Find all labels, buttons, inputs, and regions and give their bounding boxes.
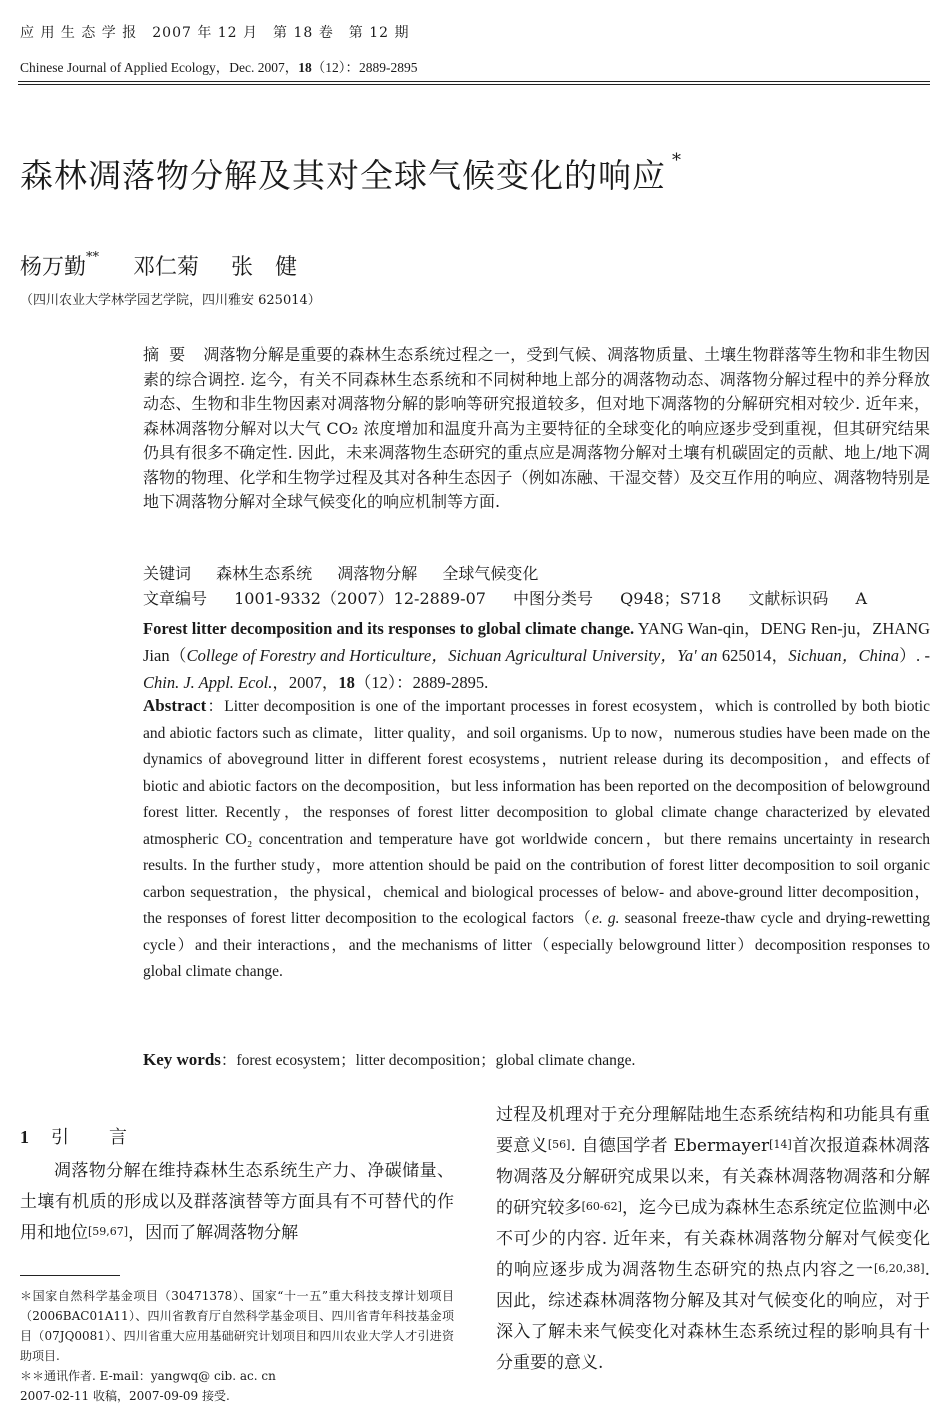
english-cite-prefix: ）. <box>898 646 925 665</box>
title-footnote-mark: * <box>672 150 682 171</box>
footnotes <box>20 1286 454 1406</box>
english-citation <box>143 615 930 696</box>
keywords-en-text: ：forest ecosystem；litter decomposition；global climate change. <box>220 1052 636 1069</box>
journal-header-en-prefix: Chinese Journal of Applied Ecology，Dec. 2007， <box>20 60 299 75</box>
keyword-cn-3: 全球气候变化 <box>442 564 539 583</box>
affiliation: （四川农业大学林学园艺学院，四川雅安 625014） <box>20 293 321 308</box>
body-right-text-1: 过程及机理对于充分理解陆地生态系统结构和功能具有重要意义 <box>496 1105 930 1156</box>
citation-marker: [6,20,38] <box>874 1262 925 1275</box>
article-metadata <box>143 586 867 609</box>
clc-label: 中图分类号 <box>513 589 594 608</box>
abstract-cn <box>143 343 930 515</box>
abstract-en-text-2: seasonal freeze-thaw cycle and drying-rewetting cycle）and their interactions，and the mechanisms of litter（especially belowground litter）decomposition responses to global climate change. <box>143 910 930 980</box>
english-affiliation: College of Forestry and Horticulture，Sichuan Agricultural University，Ya' an <box>186 646 718 665</box>
article-no-label: 文章编号 <box>143 589 208 608</box>
abstract-cn-text: 凋落物分解是重要的森林生态系统过程之一，受到气候、凋落物质量、土壤生物群落等生物和非生物因素的综合调控. 迄今，有关不同森林生态系统和不同树种地上部分的凋落物动态、凋落物分解过程中的养分释放动态、生物和非生物因素对凋落物分解的影响等研究报道较多，但对地下凋落物的分解研究相对较少. 近年来，森林凋落物分解对以大气 CO₂ 浓度增加和温度升高为主要特征的全球变化的响应逐步受到重视，但其研究结果仍具有很多不确定性. 因此，未来凋落物生态研究的重点应是凋落物分解对土壤有机碳固定的贡献、地上/地下凋落物的物理、化学和生物学过程及其对各种生态因子（例如冻融、干湿交替）及交互作用的响应、凋落物特别是地下凋落物分解对全球气候变化的响应机制等方面. <box>143 345 930 511</box>
english-title: Forest litter decomposition and its responses to global climate change. <box>143 619 635 638</box>
body-left-text-1: 凋落物分解在维持森林生态系统生产力、净碳储量、土壤有机质的形成以及群落演替等方面具有不可替代的作用和地位 <box>20 1161 454 1243</box>
keyword-cn-2: 凋落物分解 <box>337 564 418 583</box>
abstract-en-label: Abstract <box>143 696 207 715</box>
clc-code: Q948；S718 <box>620 589 722 608</box>
footnote-dates: 2007-02-11 收稿，2007-09-09 接受. <box>20 1389 230 1403</box>
doc-code-label: 文献标识码 <box>748 589 829 608</box>
article-title <box>20 150 682 197</box>
header-rule-2 <box>18 84 930 85</box>
section-heading <box>20 1123 167 1149</box>
journal-header-en-volume: 18 <box>298 60 312 75</box>
body-right-text-3: 首次报道森林凋落物凋落及分解研究成果以来，有关森林凋落物凋落和分解的研究较多 <box>496 1136 930 1218</box>
english-place: Sichuan，China <box>788 646 899 665</box>
keywords-cn-label: 关键词 <box>143 564 192 583</box>
article-title-text: 森林凋落物分解及其对全球气候变化的响应 <box>20 156 666 195</box>
header-rule <box>18 81 930 82</box>
citation-marker: [60-62] <box>581 1200 622 1213</box>
article-no: 1001-9332（2007）12-2889-07 <box>234 589 486 608</box>
english-authors: YANG Wan-qin，DENG Ren-ju，ZHANG Jian（ <box>143 619 930 665</box>
keywords-en-label: Key words <box>143 1050 221 1069</box>
english-cite-volume: 18 <box>338 673 355 692</box>
citation-marker: [56] <box>547 1138 571 1151</box>
english-cite-pages: （12）：2889-2895. <box>354 673 489 692</box>
keyword-cn-1: 森林生态系统 <box>216 564 313 583</box>
section-title: 引言 <box>51 1127 167 1148</box>
footnote-rule <box>20 1275 120 1276</box>
citation-marker: [59,67] <box>88 1225 129 1238</box>
body-right-text-2: . 自德国学者 Ebermayer <box>570 1136 770 1156</box>
section-number: 1 <box>20 1127 29 1147</box>
keywords-en <box>143 1048 930 1070</box>
author-1: 杨万勤 <box>20 255 87 280</box>
body-left-text-2: ，因而了解凋落物分解 <box>128 1223 299 1243</box>
footnote-funding: ＊国家自然科学基金项目（30471378）、国家“十一五”重大科技支撑计划项目（2006BAC01A11）、四川省教育厅自然科学基金项目、四川省青年科技基金项目（07JQ0081）、四川省重大应用基础研究计划项目和四川农业大学人才引进资助项目. <box>20 1289 454 1363</box>
journal-header-en <box>20 56 417 76</box>
abstract-en <box>143 693 930 986</box>
doc-code: A <box>855 589 868 608</box>
english-cite-year: ，2007， <box>272 673 339 692</box>
keywords-cn <box>143 561 538 584</box>
english-address: 625014， <box>717 646 789 665</box>
footnote-corresponding: ＊＊通讯作者. E-mail：yangwq@ cib. ac. cn <box>20 1369 276 1383</box>
body-right-text-4: ，迄今已成为森林生态系统定位监测中必不可少的内容. 近年来，有关森林凋落物分解对气候变化的响应逐步成为凋落物生态研究的热点内容之一 <box>496 1198 931 1280</box>
journal-header-en-suffix: （12）：2889-2895 <box>311 60 418 75</box>
citation-marker: [14] <box>769 1138 792 1151</box>
english-journal: -Chin. J. Appl. Ecol. <box>143 646 930 692</box>
body-right-text-5: . 因此，综述森林凋落物分解及其对气候变化的响应，对于深入了解未来气候变化对森林生态系统过程的影响具有十分重要的意义. <box>496 1260 930 1373</box>
author-3: 张 健 <box>231 255 298 280</box>
abstract-cn-label: 摘要 <box>143 345 196 364</box>
body-right-column <box>496 1100 930 1379</box>
body-left-column <box>20 1156 454 1249</box>
author-1-mark: ** <box>86 250 100 265</box>
journal-header-cn: 应 用 生 态 学 报 2007 年 12 月 第 18 卷 第 12 期 <box>20 25 410 41</box>
author-2: 邓仁菊 <box>133 255 200 280</box>
author-list <box>20 250 297 281</box>
abstract-en-eg: e. g. <box>591 910 620 927</box>
abstract-en-text-1: ：Litter decomposition is one of the important processes in forest ecosystem，which is controlled by both biotic and abiotic factors such as climate，litter quality，and soil organisms. Up to now，numerous studies have been made on the dynamics of aboveground litter in different forest ecosystems，nutrient release during its decomposition，and effects of biotic and abiotic factors on the decomposition，but less information has been reported on the decomposition of belowground forest litter. Recently，the responses of forest litter decomposition to global climate change characterized by elevated atmospheric CO₂ concentration and temperature have got worldwide concern，but there remains uncertainty in research results. In the further study，more attention should be paid on the contribution of forest litter decomposition to soil organic carbon sequestration，the physical，chemical and biological processes of below- and above-ground litter decomposition，the responses of forest litter decomposition to the ecological factors（ <box>143 698 930 927</box>
